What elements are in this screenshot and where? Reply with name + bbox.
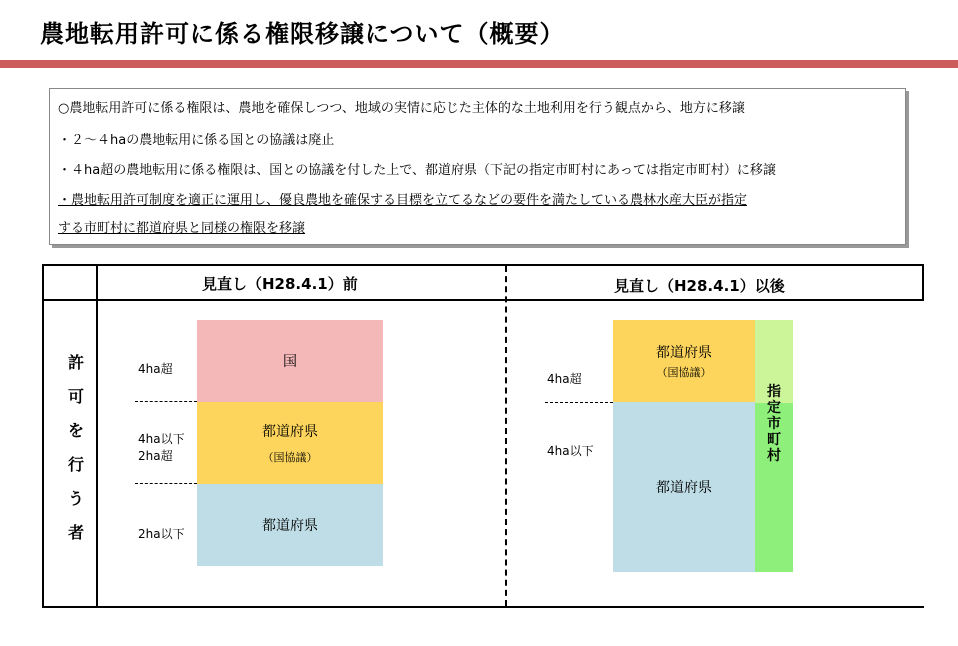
before-box-prefecture-consult: [197, 402, 383, 484]
after-label-under4ha: 4ha以下: [547, 444, 594, 458]
summary-line-3: ・４ha超の農地転用に係る権限は、国との協議を付した上で、都道府県（下記の指定市町村にあっては指定市町村）に移譲: [58, 163, 776, 178]
before-box-consult-note: （国協議）: [262, 451, 318, 464]
designated-char-4: 町: [767, 432, 781, 448]
page-title: 農地転用許可に係る権限移譲について（概要）: [40, 20, 565, 48]
before-label-4ha-under: 4ha以下: [138, 432, 185, 446]
designated-municipality-label: [755, 384, 793, 464]
before-dash-1: [135, 401, 197, 402]
designated-char-1: 指: [767, 384, 781, 400]
row-label-char-1: 許: [67, 353, 84, 372]
before-after-divider: [505, 266, 507, 606]
summary-line-5: する市町村に都道府県と同様の権限を移譲: [58, 221, 306, 236]
before-box-prefecture-bottom-label: 都道府県: [262, 518, 318, 534]
before-label-2ha-over: 2ha超: [138, 449, 173, 463]
designated-char-2: 定: [767, 400, 781, 416]
after-box-prefecture-bottom-label: 都道府県: [656, 480, 712, 496]
before-dash-2: [135, 483, 197, 484]
comparison-table: [42, 264, 924, 608]
after-box-prefecture: [613, 402, 755, 572]
row-label-char-4: 行: [67, 455, 84, 474]
table-right-border: [922, 264, 924, 301]
after-dash: [545, 402, 613, 403]
designated-char-5: 村: [767, 448, 781, 464]
after-label-over4ha: 4ha超: [547, 372, 582, 386]
table-label-divider: [96, 264, 98, 608]
before-header: 見直し（H28.4.1）前: [202, 275, 358, 293]
before-box-national-label: 国: [283, 354, 297, 370]
table-header-border: [42, 299, 924, 301]
before-box-prefecture: [197, 484, 383, 566]
row-label-char-2: 可: [67, 387, 84, 406]
row-label-char-6: 者: [67, 523, 84, 542]
before-label-over4ha: 4ha超: [138, 362, 173, 376]
summary-line-2: ・２～４haの農地転用に係る国との協議は廃止: [58, 133, 335, 148]
after-box-designated-municipality: [755, 320, 793, 572]
summary-line-1: ○農地転用許可に係る権限は、農地を確保しつつ、地域の実情に応じた主体的な土地利用を行う観点から、地方に移譲: [58, 101, 745, 116]
table-top-border: [42, 264, 924, 266]
after-box-prefecture-consult: [613, 320, 755, 402]
title-underline-bar: [0, 60, 958, 68]
summary-line-4: ・農地転用許可制度を適正に運用し、優良農地を確保する目標を立てるなどの要件を満たしている農林水産大臣が指定: [58, 193, 748, 208]
before-box-national: [197, 320, 383, 402]
after-box-prefecture-top-label: 都道府県: [656, 345, 712, 361]
designated-char-3: 市: [767, 416, 781, 432]
after-box-consult-note: （国協議）: [656, 366, 712, 379]
before-box-prefecture-label: 都道府県: [262, 424, 318, 440]
row-label-char-3: を: [67, 421, 84, 440]
after-header: 見直し（H28.4.1）以後: [614, 277, 785, 295]
row-label-char-5: う: [67, 489, 84, 508]
table-bottom-border: [42, 606, 924, 608]
summary-box: [49, 88, 906, 245]
table-left-border: [42, 264, 44, 608]
before-label-under2ha: 2ha以下: [138, 527, 185, 541]
